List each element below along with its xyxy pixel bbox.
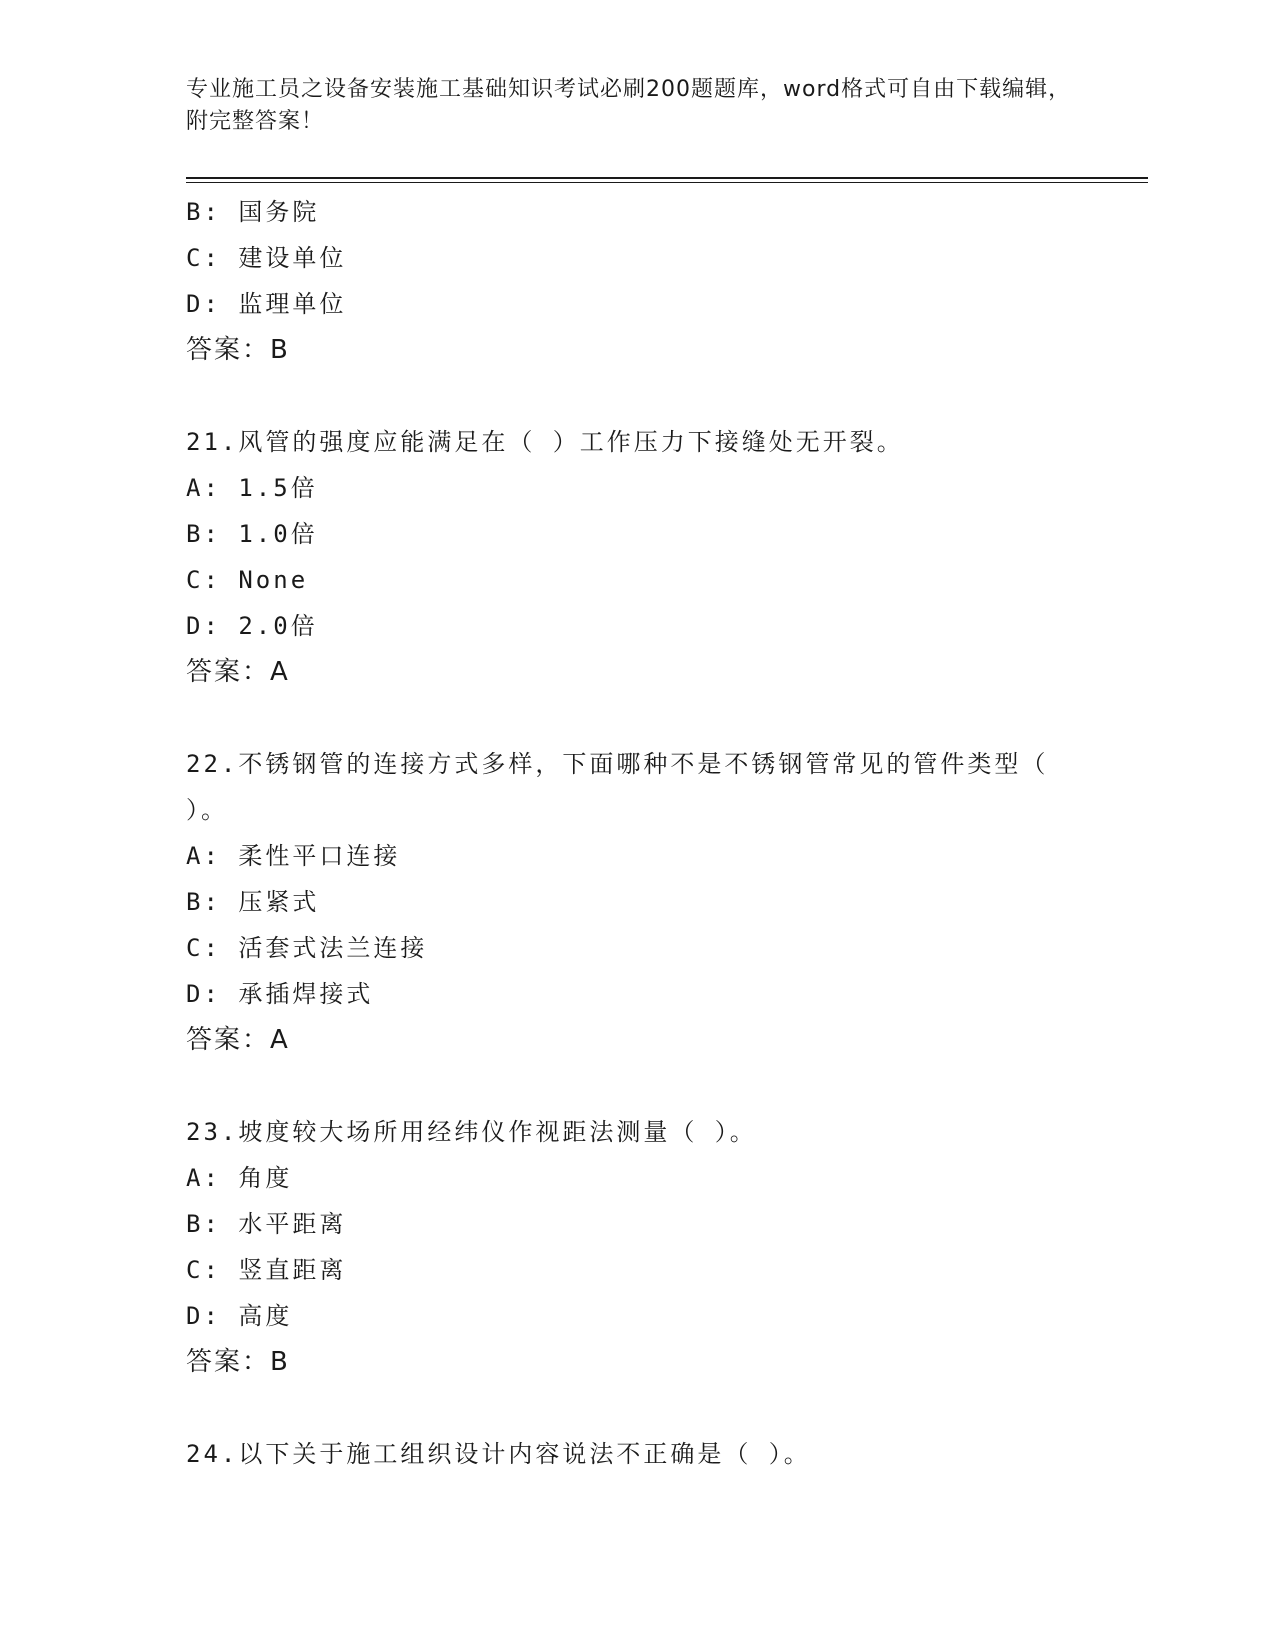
question-text: 22.不锈钢管的连接方式多样，下面哪种不是不锈钢管常见的管件类型（ ）。 [186, 750, 1066, 824]
option: D: 高度 [186, 1302, 293, 1330]
option: A: 1.5倍 [186, 474, 318, 502]
option: C: 建设单位 [186, 244, 347, 272]
question-text: 21.风管的强度应能满足在（ ）工作压力下接缝处无开裂。 [186, 428, 904, 456]
answer: 答案：A [186, 1025, 290, 1055]
option: A: 柔性平口连接 [186, 842, 401, 870]
document-header: 专业施工员之设备安装施工基础知识考试必刷200题题库，word格式可自由下载编辑，附完整答案！ [186, 77, 1072, 134]
answer: 答案：B [186, 335, 290, 365]
option: B: 水平距离 [186, 1210, 347, 1238]
option: B: 国务院 [186, 198, 320, 226]
option: D: 监理单位 [186, 290, 347, 318]
answer: 答案：A [186, 657, 290, 687]
question-block-20-tail [186, 189, 1148, 373]
option: C: 活套式法兰连接 [186, 934, 428, 962]
question-block-22 [186, 741, 1148, 1063]
answer: 答案：B [186, 1347, 290, 1377]
header-rule-thin [186, 182, 1148, 183]
header-rule-thick [186, 177, 1148, 179]
option: D: 承插焊接式 [186, 980, 374, 1008]
option: C: None [186, 566, 309, 594]
question-text: 23.坡度较大场所用经纬仪作视距法测量（ ）。 [186, 1118, 757, 1146]
option: D: 2.0倍 [186, 612, 318, 640]
option: B: 压紧式 [186, 888, 320, 916]
option: C: 竖直距离 [186, 1256, 347, 1284]
question-block-24 [186, 1431, 1148, 1477]
question-block-23 [186, 1109, 1148, 1385]
option: A: 角度 [186, 1164, 293, 1192]
option: B: 1.0倍 [186, 520, 318, 548]
question-text: 24.以下关于施工组织设计内容说法不正确是（ ）。 [186, 1440, 811, 1468]
question-block-21 [186, 419, 1148, 695]
document-body [186, 189, 1148, 1477]
